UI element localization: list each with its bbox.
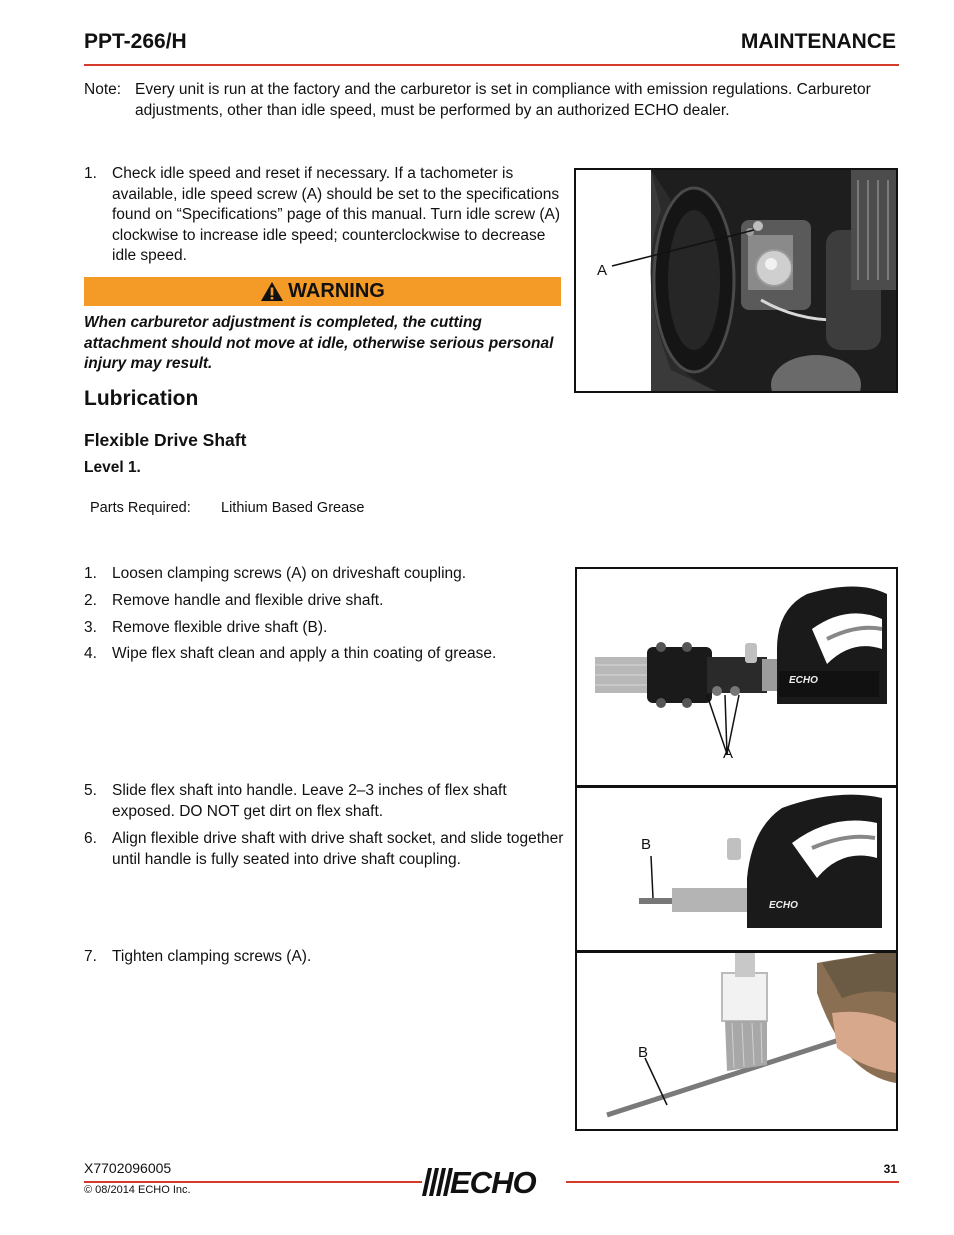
callout-b: B [638,1044,649,1061]
parts-required [90,500,365,516]
page-number: 31 [883,1162,897,1176]
carburetor-figure [574,168,898,393]
step-text: Tighten clamping screws (A). [112,948,312,965]
grease-figure [575,951,898,1131]
step-number: 3. [84,619,97,636]
warning-label: WARNING [288,280,385,302]
note-label: Note: [84,81,122,98]
echo-logo [420,1166,566,1200]
header-rule [84,64,899,66]
step-text: Align flexible drive shaft with drive shaft socket, and slide together until handle is fully seated into drive shaft coupling. [112,830,564,868]
step-text: Loosen clamping screws (A) on driveshaft coupling. [112,565,467,582]
flexible-drive-shaft-heading: Flexible Drive Shaft [84,430,247,450]
step-number: 1. [84,165,97,182]
step-number: 5. [84,782,97,799]
step-text: Remove flexible drive shaft (B). [112,619,328,636]
copyright: © 08/2014 ECHO Inc. [84,1184,191,1196]
document-number: X7702096005 [84,1160,172,1176]
step-number: 1. [84,565,97,582]
flex-shaft-figure [575,786,898,952]
step-text: Remove handle and flexible drive shaft. [112,592,384,609]
flex-shaft-photo [577,788,896,950]
lubrication-heading: Lubrication [84,387,199,410]
footer-rule-left [84,1181,422,1183]
greasing-photo [577,953,896,1129]
model-title: PPT-266/H [84,30,187,53]
section-title: MAINTENANCE [740,30,896,53]
step-number: 4. [84,645,97,662]
handle-brand: ECHO [789,675,818,686]
callout-a: A [723,745,734,762]
parts-label: Parts Required: [90,500,191,516]
warning-banner [84,277,561,306]
echo-logo-text: ECHO [450,1165,536,1200]
step-number: 7. [84,948,97,965]
footer-rule-right [566,1181,899,1183]
note-text: Every unit is run at the factory and the carburetor is set in compliance with emission regulations. Carburetor adjustments, other than idle speed, must be performed by an authorized ECHO dealer. [135,81,871,119]
step-number: 6. [84,830,97,847]
coupling-figure [575,567,898,787]
step-text: Check idle speed and reset if necessary. If a tachometer is available, idle speed screw (A) should be set to the specifications found on “Specifications” page of this manual. Turn idle screw (A) clockwise to increase idle speed; counterclockwise to decrease idle speed. [112,165,561,264]
handle-brand: ECHO [769,900,798,911]
parts-value: Lithium Based Grease [221,500,365,516]
coupling-photo [577,569,896,785]
carburetor-photo [576,170,896,391]
warning-triangle-icon [260,281,284,302]
warning-text: When carburetor adjustment is completed, the cutting attachment should not move at idle, otherwise serious personal injury may result. [84,314,554,372]
level-label: Level 1. [84,459,141,476]
step-number: 2. [84,592,97,609]
callout-a: A [597,262,608,279]
step-text: Slide flex shaft into handle. Leave 2–3 inches of flex shaft exposed. DO NOT get dirt on flex shaft. [112,782,507,820]
step-text: Wipe flex shaft clean and apply a thin coating of grease. [112,645,497,662]
callout-b: B [641,836,652,853]
